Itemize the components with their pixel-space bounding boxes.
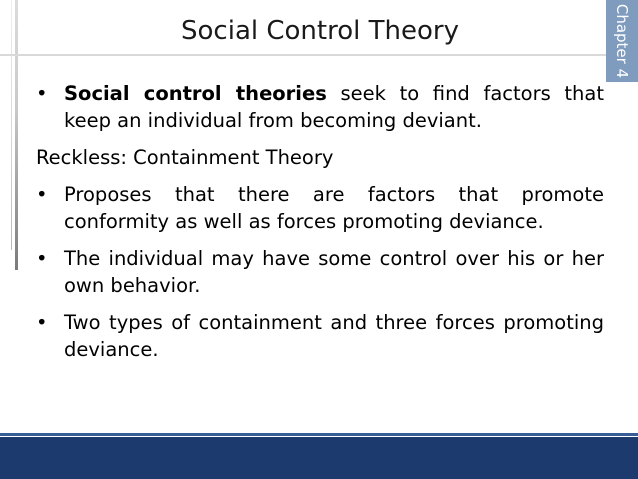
slide-title: Social Control Theory: [181, 16, 459, 46]
bullet-item-2: [36, 181, 604, 235]
bullet-icon: •: [36, 247, 48, 270]
footer-accent-line: [0, 433, 638, 436]
left-decorative-rule-thin: [11, 0, 12, 250]
bullet-item-1: [36, 80, 604, 134]
chapter-tab: [606, 0, 638, 82]
left-decorative-rule: [15, 0, 18, 270]
title-divider: [0, 54, 606, 56]
bullet-item-3: [36, 245, 604, 299]
chapter-label: Chapter 4: [613, 3, 631, 79]
footer-band: [0, 437, 638, 479]
bullet-1-text: seek to find factors that keep an individual from becoming deviant.: [64, 82, 604, 132]
slide-body: [36, 80, 604, 373]
bullet-2-text: Proposes that there are factors that promote conformity as well as forces promoting deviance.: [64, 183, 604, 233]
bullet-4-text: Two types of containment and three forces promoting deviance.: [64, 311, 604, 361]
subheading: Reckless: Containment Theory: [36, 146, 334, 169]
bullet-1-bold-term: Social control theories: [64, 82, 327, 105]
bullet-3-text: The individual may have some control over his or her own behavior.: [64, 247, 604, 297]
bullet-icon: •: [36, 311, 48, 334]
bullet-icon: •: [36, 82, 48, 105]
bullet-icon: •: [36, 183, 48, 206]
bullet-item-4: [36, 309, 604, 363]
